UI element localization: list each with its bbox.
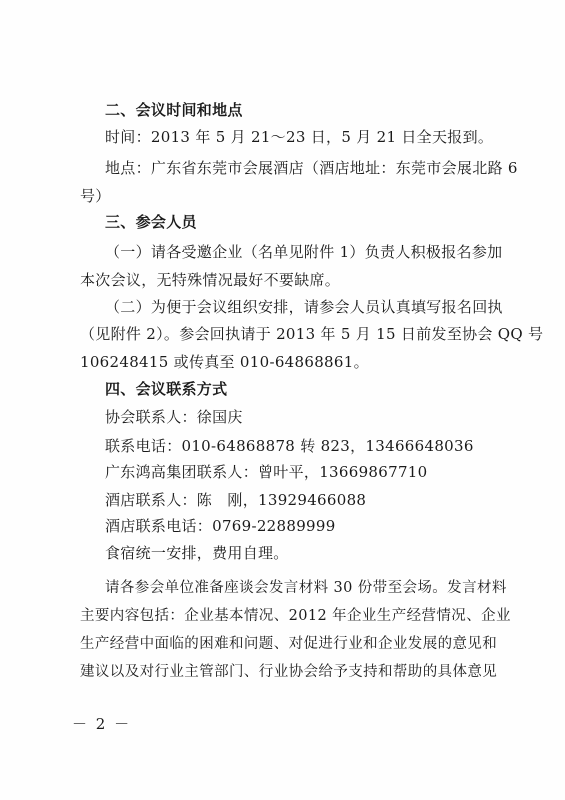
section-heading-attendees: 三、参会人员 xyxy=(105,213,197,231)
attendees-item2-line3: 106248415 或传真至 010-64868861。 xyxy=(80,353,369,371)
meeting-place-line1: 地点：广东省东莞市会展酒店（酒店地址：东莞市会展北路 6 xyxy=(105,159,518,177)
attendees-item1-line2: 本次会议，无特殊情况最好不要缺席。 xyxy=(80,271,341,289)
contact-group-person: 广东鸿高集团联系人：曾叶平，13669867710 xyxy=(105,463,428,481)
contact-phone: 联系电话：010-64868878 转 823，13466648036 xyxy=(105,437,474,455)
contact-association-person: 协会联系人：徐国庆 xyxy=(105,408,243,426)
closing-line4: 建议以及对行业主管部门、行业协会给予支持和帮助的具体意见 xyxy=(80,664,498,680)
closing-line1: 请各参会单位准备座谈会发言材料 30 份带至会场。发言材料 xyxy=(105,580,507,596)
section-heading-contacts: 四、会议联系方式 xyxy=(105,380,228,398)
accommodation-note: 食宿统一安排，费用自理。 xyxy=(105,544,289,562)
contact-hotel-person: 酒店联系人：陈 刚，13929466088 xyxy=(105,491,367,509)
attendees-item2-line2: （见附件 2）。参会回执请于 2013 年 5 月 15 日前发至协会 QQ 号 xyxy=(80,325,544,343)
closing-line2: 主要内容包括：企业基本情况、2012 年企业生产经营情况、企业 xyxy=(80,608,511,624)
section-heading-time-place: 二、会议时间和地点 xyxy=(105,101,243,119)
closing-line3: 生产经营中面临的困难和问题、对促进行业和企业发展的意见和 xyxy=(80,636,498,652)
attendees-item2-line1: （二）为便于会议组织安排，请参会人员认真填写报名回执 xyxy=(105,298,503,316)
contact-hotel-phone: 酒店联系电话：0769-22889999 xyxy=(105,517,336,535)
page-number: － 2 － xyxy=(72,715,132,733)
meeting-place-line2: 号） xyxy=(80,187,111,205)
meeting-time: 时间：2013 年 5 月 21～23 日，5 月 21 日全天报到。 xyxy=(105,128,494,146)
attendees-item1-line1: （一）请各受邀企业（名单见附件 1）负责人积极报名参加 xyxy=(105,243,503,261)
